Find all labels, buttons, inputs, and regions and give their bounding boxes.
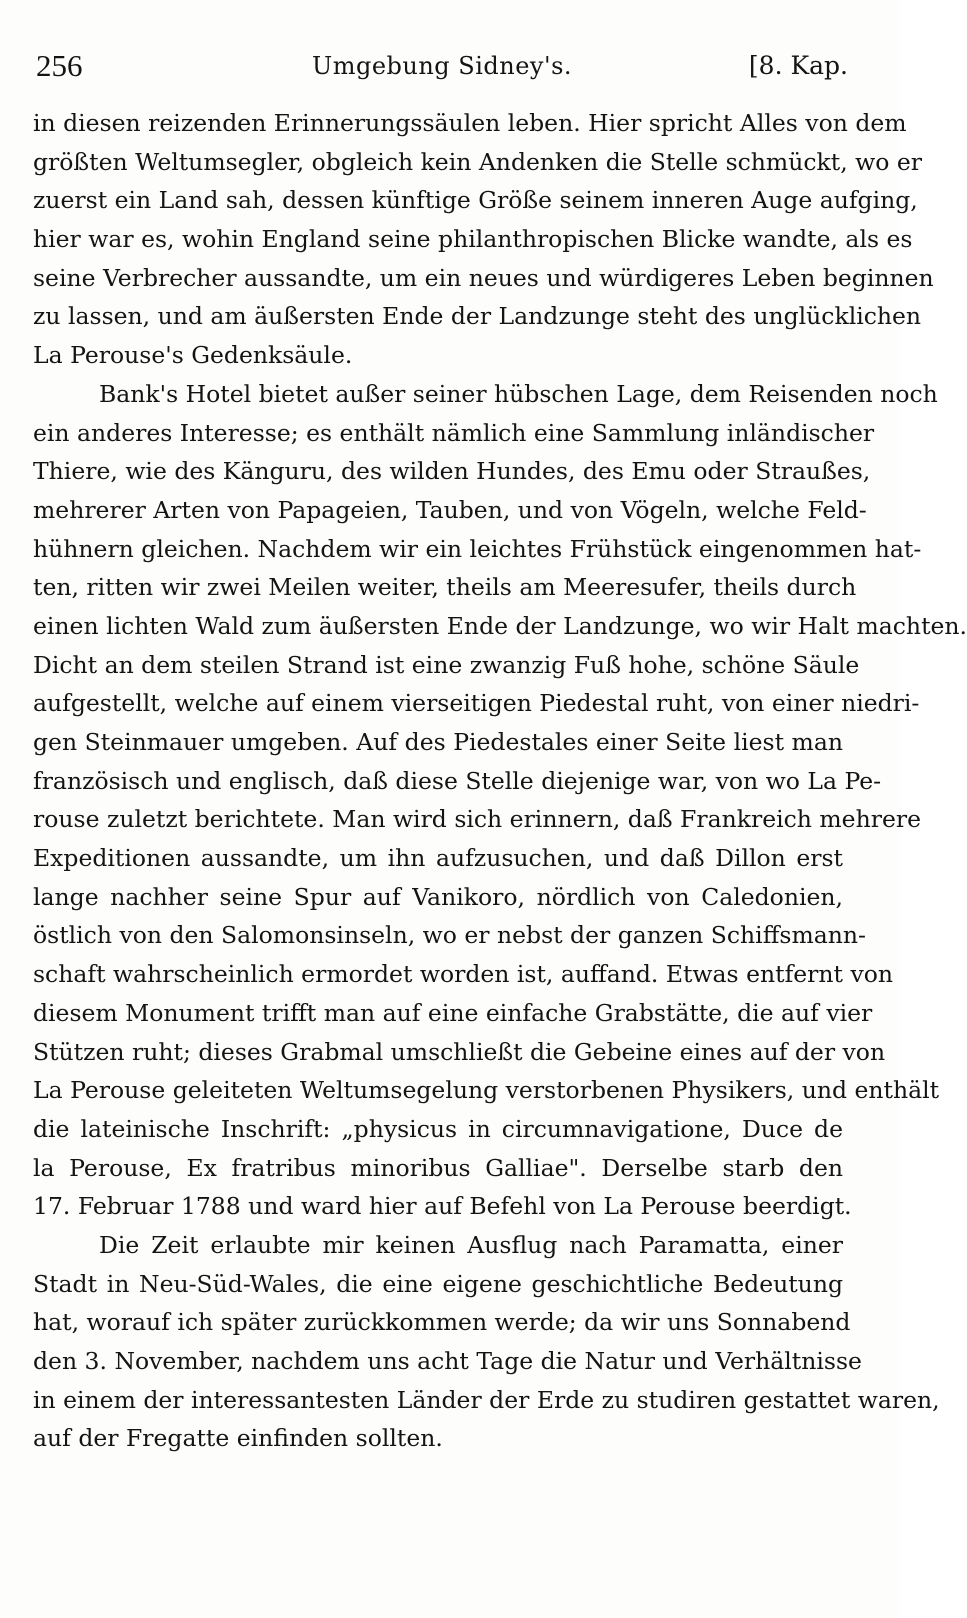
text-line: ein anderes Interesse; es enthält nämlich eine Sammlung inländischer [33,418,875,447]
text-line: die lateinische Inschrift: „physicus in circumnavigatione, Duce de [33,1114,843,1143]
text-line: einen lichten Wald zum äußersten Ende der Landzunge, wo wir Halt machten. [33,611,967,640]
text-line: den 3. November, nachdem uns acht Tage die Natur und Verhältnisse [33,1347,862,1375]
text-line: ten, ritten wir zwei Meilen weiter, theils am Meeresufer, theils durch [33,573,857,602]
text-line: zuerst ein Land sah, dessen künftige Größe seinem inneren Auge aufging, [33,186,918,215]
text-line: Thiere, wie des Känguru, des wilden Hundes, des Emu oder Straußes, [33,457,871,486]
text-line: zu lassen, und am äußersten Ende der Landzunge steht des unglücklichen [33,302,922,331]
text-line: Dicht an dem steilen Strand ist eine zwanzig Fuß hohe, schöne Säule [33,650,860,679]
text-line: größten Weltumsegler, obgleich kein Andenken die Stelle schmückt, wo er [33,147,923,176]
text-line: diesem Monument trifft man auf eine einfache Grabstätte, die auf vier [33,998,873,1027]
text-line: Expeditionen aussandte, um ihn aufzusuchen, und daß Dillon erst [33,844,843,873]
text-line: in einem der interessantesten Länder der Erde zu studiren gestattet waren, [33,1385,940,1414]
text-line: hühnern gleichen. Nachdem wir ein leichtes Frühstück eingenommen hat- [33,534,922,563]
text-line: Die Zeit erlaubte mir keinen Ausflug nach Paramatta, einer [99,1230,843,1259]
text-line: hier war es, wohin England seine philanthropischen Blicke wandte, als es [33,225,913,254]
text-line: hat, worauf ich später zurückkommen werde; da wir uns Sonnabend [33,1308,851,1337]
page-number: 256 [36,48,83,83]
text-line: La Perouse's Gedenksäule. [33,341,353,370]
text-line: in diesen reizenden Erinnerungssäulen leben. Hier spricht Alles von dem [33,109,907,137]
text-line: Bank's Hotel bietet außer seiner hübschen Lage, dem Reisenden noch [99,379,938,408]
chapter-reference: [8. Kap. [748,51,848,80]
running-title: Umgebung Sidney's. [311,52,573,80]
text-line: französisch und englisch, daß diese Stelle diejenige war, von wo La Pe- [33,766,882,795]
text-line: rouse zuletzt berichtete. Man wird sich erinnern, daß Frankreich mehrere [33,805,921,834]
text-line: 17. Februar 1788 und ward hier auf Befehl von La Perouse beerdigt. [33,1192,852,1221]
text-line: lange nachher seine Spur auf Vanikoro, nördlich von Caledonien, [33,882,843,911]
text-line: aufgestellt, welche auf einem vierseitigen Piedestal ruht, von einer niedri- [33,689,920,718]
text-line: seine Verbrecher aussandte, um ein neues und würdigeres Leben beginnen [33,263,934,292]
text-line: gen Steinmauer umgeben. Auf des Piedestales einer Seite liest man [33,728,843,756]
text-line: Stadt in Neu-Süd-Wales, die eine eigene geschichtliche Bedeutung [33,1269,843,1298]
text-line: schaft wahrscheinlich ermordet worden ist, auffand. Etwas entfernt von [33,960,894,989]
text-line: auf der Fregatte einfinden sollten. [33,1424,443,1453]
text-line: östlich von den Salomonsinseln, wo er nebst der ganzen Schiffsmann- [33,921,866,950]
text-line: Stützen ruht; dieses Grabmal umschließt die Gebeine eines auf der von [33,1037,886,1066]
text-line: mehrerer Arten von Papageien, Tauben, und von Vögeln, welche Feld- [33,495,867,524]
text-line: la Perouse, Ex fratribus minoribus Galliae". Derselbe starb den [33,1153,843,1182]
page-header [36,44,848,88]
body-text [33,104,967,1458]
text-line: La Perouse geleiteten Weltumsegelung verstorbenen Physikers, und enthält [33,1076,940,1105]
